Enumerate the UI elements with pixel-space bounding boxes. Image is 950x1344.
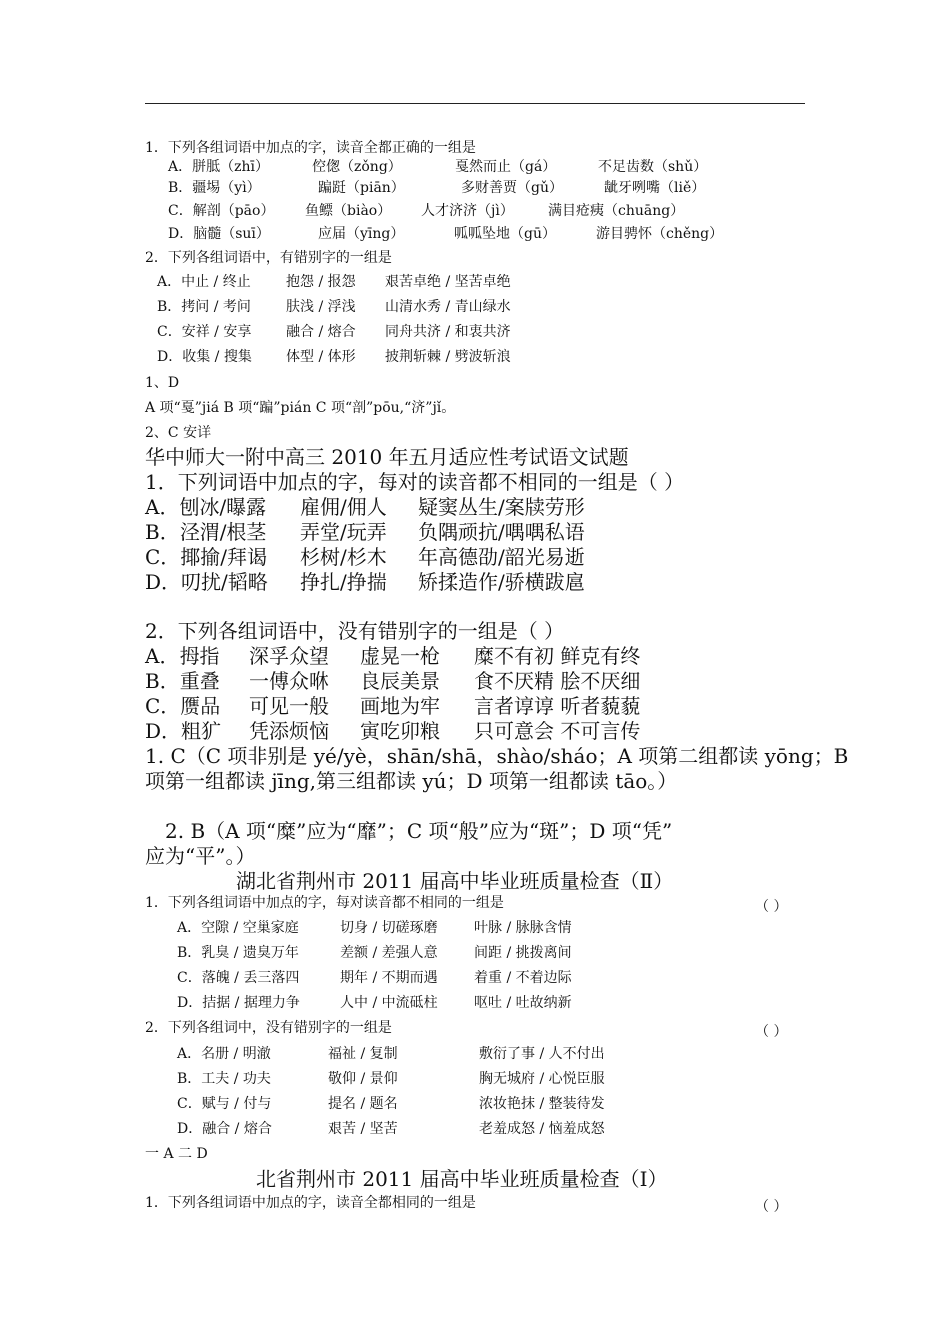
sec2-q2-option-c: C．赝品 可见一般 画地为牢 言者谆谆 听者藐藐: [145, 694, 641, 718]
sec1-q2-option-d: D．收集 / 搜集 体型 / 体形 披荆斩棘 / 劈波斩浪: [157, 349, 511, 365]
sec2-q1-option-c: C．揶揄/拜谒 杉树/杉木 年高德劭/韶光易逝: [145, 545, 585, 569]
sec2-question-1: 1．下列词语中加点的字，每对的读音都不相同的一组是（ ）: [145, 470, 685, 494]
sec3-q2-answer-blank: （ ）: [755, 1024, 788, 1040]
sec1-question-2: 2．下列各组词语中，有错别字的一组是: [145, 250, 392, 266]
sec2-q1-option-b: B．泾渭/根茎 弄堂/玩弄 负隅顽抗/喁喁私语: [145, 520, 585, 544]
sec2-answer-2-line-2: 应为“平”。）: [145, 844, 256, 868]
sec1-answer-1-note: A 项“戛”jiá B 项“蹁”pián C 项“剖”pōu,“济”jǐ。: [145, 400, 456, 416]
sec2-answer-2-line-1: 2. B（A 项“糜”应为“靡”；C 项“般”应为“斑”；D 项“凭”: [165, 819, 673, 843]
sec3-question-2: 2．下列各组词中，没有错别字的一组是: [145, 1020, 392, 1036]
sec1-answer-2: 2、C 安详: [145, 425, 212, 441]
sec1-q1-option-b: B．疆埸（yì） 蹁跹（piān） 多财善贾（gǔ） 龇牙咧嘴（liě）: [168, 180, 706, 196]
sec3-q1-option-a: A．空隙 / 空巢家庭 切身 / 切磋琢磨 叶脉 / 脉脉含情: [177, 920, 572, 936]
sec3-question-1: 1．下列各组词语中加点的字，每对读音都不相同的一组是: [145, 895, 504, 911]
sec1-q1-option-c: C．解剖（pāo） 鱼鳔（biào） 人才济济（jì） 满目疮痍（chuāng）: [168, 203, 685, 219]
sec1-q2-option-c: C．安祥 / 安享 融合 / 熔合 同舟共济 / 和衷共济: [157, 324, 511, 340]
sec3-q1-option-d: D．拮据 / 据理力争 人中 / 中流砥柱 呕吐 / 吐故纳新: [177, 995, 572, 1011]
sec2-answer-1-line-2: 项第一组都读 jīng,第三组都读 yú；D 项第一组都读 tāo。）: [145, 769, 678, 793]
sec3-q1-option-c: C．落魄 / 丢三落四 期年 / 不期而遇 着重 / 不着边际: [177, 970, 572, 986]
sec2-q2-option-d: D．粗犷 凭添烦恼 寅吃卯粮 只可意会 不可言传: [145, 719, 641, 743]
sec2-q2-option-b: B．重叠 一傅众咻 良辰美景 食不厌精 脍不厌细: [145, 669, 641, 693]
sec4-title: 北省荆州市 2011 届高中毕业班质量检查（I）: [256, 1167, 668, 1191]
sec1-question-1: 1．下列各组词语中加点的字，读音全都正确的一组是: [145, 140, 476, 156]
sec2-question-2: 2．下列各组词语中，没有错别字的一组是（ ）: [145, 619, 565, 643]
sec2-q1-option-a: A．刨冰/曝露 雇佣/佣人 疑窦丛生/案牍劳形: [145, 495, 585, 519]
sec1-answer-1: 1、D: [145, 375, 180, 391]
sec2-answer-1-line-1: 1. C（C 项非别是 yé/yè，shān/shā，shào/sháo；A 项第二组都读 yōng；B: [145, 744, 849, 768]
sec3-q2-option-a: A．名册 / 明澈 福祉 / 复制 敷衍了事 / 人不付出: [177, 1046, 605, 1062]
sec3-q2-option-d: D．融合 / 熔合 艰苦 / 坚苦 老羞成怒 / 恼羞成怒: [177, 1121, 605, 1137]
sec1-q2-option-b: B．拷问 / 考问 肤浅 / 浮浅 山清水秀 / 青山绿水: [157, 299, 511, 315]
sec1-q1-option-d: D．脑髓（suī） 应届（yīng） 呱呱坠地（gū） 游目骋怀（chěng）: [168, 226, 724, 242]
sec2-title: 华中师大一附中高三 2010 年五月适应性考试语文试题: [145, 445, 629, 469]
sec3-answers: 一 A 二 D: [145, 1146, 208, 1162]
sec3-q2-option-c: C．赋与 / 付与 提名 / 题名 浓妆艳抹 / 整装待发: [177, 1096, 605, 1112]
sec4-question-1: 1．下列各组词语中加点的字，读音全都相同的一组是: [145, 1195, 476, 1211]
sec4-q1-answer-blank: （ ）: [755, 1199, 788, 1215]
header-rule: [145, 103, 805, 104]
sec1-q1-option-a: A．胼胝（zhī） 倥偬（zǒng） 戛然而止（gá） 不足齿数（shǔ）: [168, 159, 708, 175]
sec1-q2-option-a: A．中止 / 终止 抱怨 / 报怨 艰苦卓绝 / 坚苦卓绝: [157, 274, 511, 290]
sec2-q1-option-d: D．叨扰/韬略 挣扎/挣揣 矫揉造作/骄横跋扈: [145, 570, 585, 594]
sec3-title: 湖北省荆州市 2011 届高中毕业班质量检查（Ⅱ）: [236, 869, 674, 893]
sec3-q1-answer-blank: （ ）: [755, 899, 788, 915]
sec3-q2-option-b: B．工夫 / 功夫 敬仰 / 景仰 胸无城府 / 心悦臣服: [177, 1071, 605, 1087]
sec2-q2-option-a: A．拇指 深孚众望 虚晃一枪 糜不有初 鲜克有终: [145, 644, 641, 668]
sec3-q1-option-b: B．乳臭 / 遗臭万年 差额 / 差强人意 间距 / 挑拨离间: [177, 945, 572, 961]
